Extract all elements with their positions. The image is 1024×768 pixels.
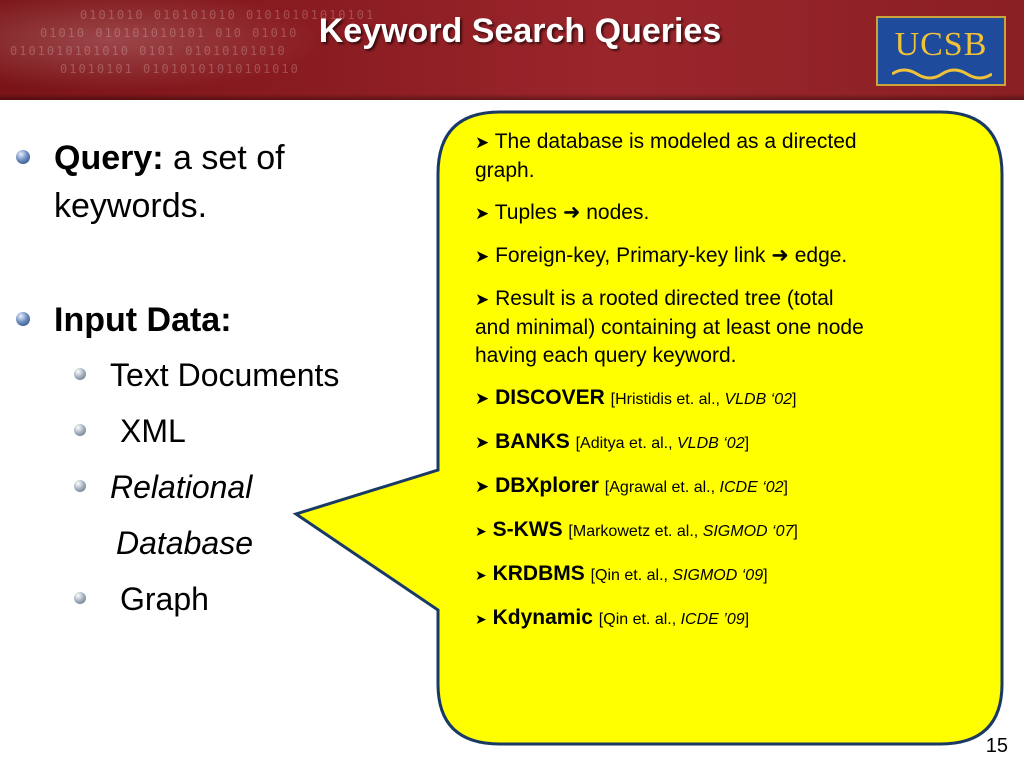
- arrow-bullet-icon: ➤: [475, 433, 490, 452]
- ref-item: [475, 384, 975, 414]
- logo-text: UCSB: [894, 26, 988, 63]
- ref-name: BANKS: [495, 430, 570, 453]
- ref-item: [475, 604, 975, 634]
- callout-line: and minimal) containing at least one node: [475, 316, 864, 339]
- sub-item-text-documents: Text Documents: [110, 357, 340, 393]
- arrow-bullet-icon: ➤: [475, 247, 490, 266]
- right-arrow-icon: ➜: [771, 244, 789, 267]
- ref-close: ]: [744, 611, 750, 628]
- callout-line: Result is a rooted directed tree (total: [495, 287, 834, 310]
- ref-authors: [Hristidis et. al.,: [610, 391, 725, 408]
- arrow-bullet-icon: ➤: [475, 389, 490, 408]
- ref-item: [475, 428, 975, 458]
- arrow-bullet-icon: ➤: [475, 290, 490, 309]
- sub-item-xml: XML: [120, 413, 186, 449]
- slide-title: Keyword Search Queries: [318, 12, 722, 50]
- callout-item-tuples: [475, 199, 975, 228]
- ref-authors: [Qin et. al.,: [598, 611, 681, 628]
- ref-venue: VLDB ‘02: [724, 391, 793, 408]
- sub-item-database: Database: [116, 525, 253, 561]
- ref-venue: SIGMOD ‘07: [702, 523, 794, 540]
- ref-item: [475, 472, 975, 502]
- ref-venue: VLDB ‘02: [677, 435, 745, 452]
- callout-item-graph: [475, 128, 975, 185]
- ref-name: DISCOVER: [495, 386, 605, 409]
- ref-authors: [Aditya et. al.,: [575, 435, 677, 452]
- ref-authors: [Agrawal et. al.,: [604, 479, 720, 496]
- sub-item-relational: Relational: [110, 469, 253, 505]
- query-label: Query:: [54, 139, 164, 177]
- callout-line: edge.: [788, 244, 848, 267]
- ref-authors: [Qin et. al.,: [590, 567, 673, 584]
- ref-close: ]: [744, 435, 750, 452]
- callout-line: having each query keyword.: [475, 344, 737, 367]
- binary-pattern: 01010101 01010101010101010: [60, 62, 300, 76]
- sub-item-graph: Graph: [120, 581, 209, 617]
- callout-line: nodes.: [580, 201, 650, 224]
- binary-pattern: 0101010 010101010 01010101010101: [80, 8, 376, 22]
- ref-close: ]: [793, 523, 798, 540]
- ref-name: Kdynamic: [492, 606, 593, 629]
- callout-line: Tuples: [494, 201, 563, 224]
- arrow-bullet-icon: ➤: [475, 204, 490, 223]
- callout-line: Foreign-key, Primary-key link: [495, 244, 772, 267]
- input-data-label: Input Data:: [54, 301, 232, 339]
- ref-item: [475, 516, 975, 546]
- right-arrow-icon: ➜: [562, 201, 581, 224]
- ref-close: ]: [783, 479, 788, 496]
- ref-item: [475, 560, 975, 590]
- arrow-bullet-icon: ➤: [475, 611, 487, 627]
- ref-venue: ICDE ‘02: [719, 479, 784, 496]
- arrow-bullet-icon: ➤: [475, 567, 487, 583]
- ref-venue: ICDE ’09: [680, 611, 745, 628]
- arrow-bullet-icon: ➤: [475, 523, 487, 539]
- callout-content: [475, 128, 975, 648]
- callout-item-links: [475, 242, 975, 271]
- ref-name: KRDBMS: [492, 562, 585, 585]
- callout-line: The database is modeled as a directed: [494, 130, 857, 153]
- arrow-bullet-icon: ➤: [475, 477, 490, 496]
- query-text: a set of: [163, 139, 285, 177]
- ref-name: DBXplorer: [495, 474, 599, 497]
- binary-pattern: 01010 010101010101 010 01010: [40, 26, 299, 40]
- binary-pattern: 0101010101010 0101 01010101010: [10, 44, 287, 58]
- callout-line: graph.: [475, 159, 535, 182]
- page-number: 15: [985, 735, 1008, 757]
- query-text-cont: keywords.: [54, 187, 208, 225]
- ref-close: ]: [763, 567, 768, 584]
- ref-name: S-KWS: [492, 518, 563, 541]
- ref-close: ]: [792, 391, 797, 408]
- ref-authors: [Markowetz et. al.,: [568, 523, 703, 540]
- arrow-bullet-icon: ➤: [475, 133, 490, 152]
- ref-venue: SIGMOD ‘09: [672, 567, 764, 584]
- callout-item-result: [475, 285, 975, 370]
